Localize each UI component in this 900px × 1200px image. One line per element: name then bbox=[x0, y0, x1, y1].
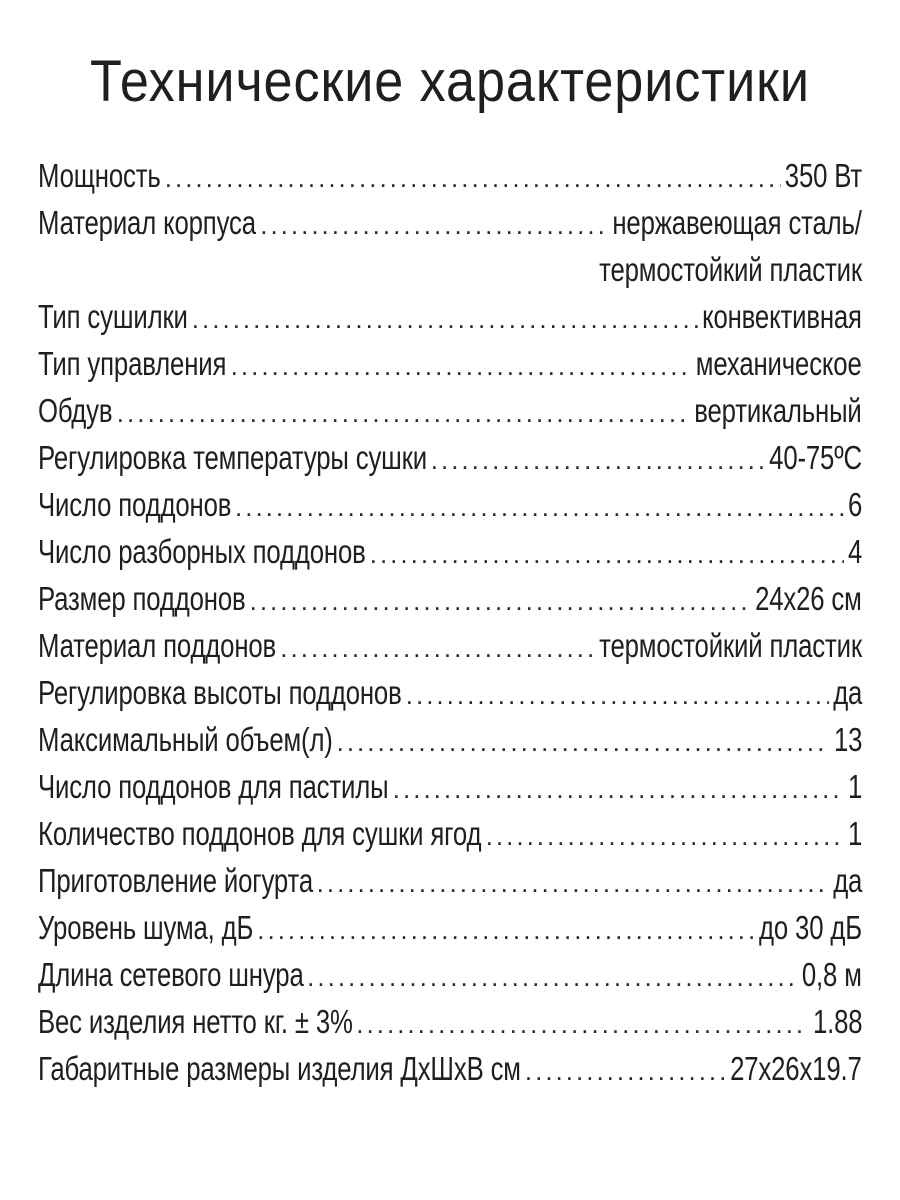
spec-label: Тип сушилки bbox=[38, 298, 188, 335]
spec-row-body-material-continued bbox=[38, 246, 862, 293]
spec-value: 6 bbox=[847, 486, 862, 523]
spec-label: Габаритные размеры изделия ДхШхВ см bbox=[38, 1050, 521, 1087]
dot-leader bbox=[370, 531, 844, 578]
spec-label: Количество поддонов для сушки ягод bbox=[38, 815, 482, 852]
dot-leader bbox=[486, 813, 844, 860]
spec-label: Приготовление йогурта bbox=[38, 862, 314, 899]
spec-value: термостойкий пластик bbox=[599, 627, 862, 664]
spec-row-yogurt bbox=[38, 857, 862, 904]
spec-value: 40-75ºС bbox=[769, 439, 862, 476]
spec-value: 27х26х19.7 bbox=[730, 1050, 862, 1087]
spec-value: 1.88 bbox=[812, 1003, 862, 1040]
spec-label: Обдув bbox=[38, 392, 113, 429]
dot-leader bbox=[525, 1048, 727, 1095]
dot-leader bbox=[431, 437, 766, 484]
spec-label: Мощность bbox=[38, 157, 161, 194]
spec-label: Длина сетевого шнура bbox=[38, 956, 304, 993]
spec-label: Число поддонов bbox=[38, 486, 232, 523]
spec-value: 1 bbox=[847, 768, 862, 805]
spec-label: Вес изделия нетто кг. ± 3% bbox=[38, 1003, 353, 1040]
spec-row-temperature bbox=[38, 434, 862, 481]
spec-row-max-volume bbox=[38, 716, 862, 763]
spec-value: 1 bbox=[847, 815, 862, 852]
dot-leader bbox=[235, 484, 844, 531]
spec-row-noise bbox=[38, 904, 862, 951]
page-title: Технические характеристики bbox=[90, 49, 810, 114]
dot-leader bbox=[317, 860, 829, 907]
dot-leader bbox=[165, 155, 781, 202]
spec-label: Регулировка температуры сушки bbox=[38, 439, 428, 476]
spec-value-continued: термостойкий пластик bbox=[599, 251, 862, 288]
spec-row-tray-count bbox=[38, 481, 862, 528]
spec-row-power bbox=[38, 152, 862, 199]
spec-row-tray-height bbox=[38, 669, 862, 716]
spec-label: Материал корпуса bbox=[38, 204, 256, 241]
dot-leader bbox=[117, 390, 691, 437]
spec-row-control-type bbox=[38, 340, 862, 387]
dot-leader bbox=[393, 766, 844, 813]
spec-value: механическое bbox=[696, 345, 862, 382]
dot-leader bbox=[280, 625, 595, 672]
spec-label: Регулировка высоты поддонов bbox=[38, 674, 402, 711]
spec-row-net-weight bbox=[38, 998, 862, 1045]
spec-row-tray-size bbox=[38, 575, 862, 622]
spec-label: Материал поддонов bbox=[38, 627, 277, 664]
spec-label: Число поддонов для пастилы bbox=[38, 768, 389, 805]
spec-row-dryer-type bbox=[38, 293, 862, 340]
spec-label: Уровень шума, дБ bbox=[38, 909, 254, 946]
spec-value: 350 Вт bbox=[784, 157, 862, 194]
spec-value: 0,8 м bbox=[802, 956, 862, 993]
dot-leader bbox=[231, 343, 693, 390]
spec-value: 24х26 см bbox=[755, 580, 862, 617]
dot-leader bbox=[257, 907, 755, 954]
spec-value: конвективная bbox=[702, 298, 862, 335]
spec-value: до 30 дБ bbox=[759, 909, 862, 946]
dot-leader bbox=[406, 672, 829, 719]
spec-row-tray-material bbox=[38, 622, 862, 669]
spec-row-pastila-trays bbox=[38, 763, 862, 810]
dot-leader bbox=[250, 578, 752, 625]
dot-leader bbox=[337, 719, 830, 766]
spec-value: 4 bbox=[847, 533, 862, 570]
dot-leader bbox=[307, 954, 798, 1001]
dot-leader bbox=[192, 296, 699, 343]
spec-label: Число разборных поддонов bbox=[38, 533, 366, 570]
spec-label: Максимальный объем(л) bbox=[38, 721, 333, 758]
spec-row-collapsible-trays bbox=[38, 528, 862, 575]
spec-value: вертикальный bbox=[694, 392, 862, 429]
spec-row-airflow bbox=[38, 387, 862, 434]
spec-row-body-material bbox=[38, 199, 862, 246]
dot-leader bbox=[356, 1001, 808, 1048]
spec-value: да bbox=[832, 862, 862, 899]
spec-value: 13 bbox=[833, 721, 862, 758]
dot-leader bbox=[260, 202, 609, 249]
spec-row-cord-length bbox=[38, 951, 862, 998]
spec-list bbox=[38, 152, 862, 1092]
spec-label: Размер поддонов bbox=[38, 580, 246, 617]
spec-value: да bbox=[832, 674, 862, 711]
spec-label: Тип управления bbox=[38, 345, 227, 382]
spec-row-berry-trays bbox=[38, 810, 862, 857]
spec-value: нержавеющая сталь/ bbox=[612, 204, 862, 241]
spec-row-dimensions bbox=[38, 1045, 862, 1092]
